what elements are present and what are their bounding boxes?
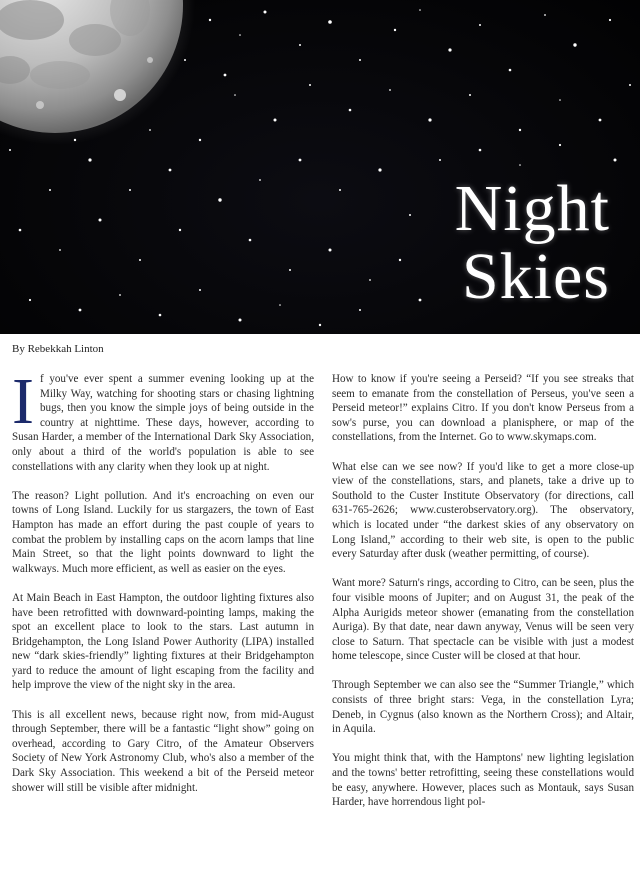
paragraph-6: What else can we see now? If you'd like to get a more close-up view of the constellations, stars, and planets, take a drive up to Southold to the Custer Institute Observatory (for directions, call 631-765-2626; www.custerobservatory.org). The observatory, which is located under “the darkest skies of any observatory on Long Island,” according to their web site, is open to the public every Saturday after dusk (weather permitting, of course). <box>332 460 634 561</box>
paragraph-1-text: f you've ever spent a summer evening looking up at the Milky Way, watching for shooting stars or chasing lightning bugs, then you know the simple joys of being outside in the country at nighttime. These days, however, according to Susan Harder, a member of the International Dark Sky Association, only about a third of the world's population is able to see constellations with any clarity when they look up at night. <box>12 373 314 473</box>
moon-image <box>0 0 195 145</box>
paragraph-5: How to know if you're seeing a Perseid? “If you see streaks that seem to emanate from the constellation of Perseus, you've seen a Perseid meteor!” explains Citro. If you don't know Perseus from a sow's purse, you can download a planisphere, or map of the constellations, from the Internet. Go to www.skymaps.com. <box>332 373 634 444</box>
paragraph-2: The reason? Light pollution. And it's encroaching on even our towns of Long Island. Luckily for us stargazers, the town of East Hampton has made an effort during the past couple of years to combat the problem by installing caps on the acorn lamps that line Main Street, so that the light points downward to light the walkways. Much more efficient, as well as easier on the eyes. <box>12 489 314 575</box>
drop-cap: I <box>12 365 34 438</box>
byline: By Rebekkah Linton <box>12 343 104 355</box>
article-title-line2: Skies <box>461 240 610 313</box>
article-title-line1: Night <box>454 172 610 245</box>
night-sky-photo <box>0 0 640 334</box>
paragraph-1 <box>12 365 314 474</box>
paragraph-8: Through September we can also see the “Summer Triangle,” which consists of three bright stars: Vega, in the constellation Lyra; Deneb, in Cygnus (also known as the Northern Cross); and Altair, in Aquila. <box>332 679 634 736</box>
paragraph-9: You might think that, with the Hamptons' new lighting legislation and the towns' better retrofitting, seeing these constellations would be easy, anywhere. However, places such as Montauk, says Susan Harder, have horrendous light pol- <box>332 752 634 809</box>
right-column <box>332 372 634 824</box>
left-column <box>12 365 314 810</box>
paragraph-7: Want more? Saturn's rings, according to Citro, can be seen, plus the four visible moons of Jupiter; and on August 31, the peak of the Alpha Aurigids meteor shower (emanating from the constellation Auriga). By that date, near dawn anyway, Venus will be seen very close to Saturn. That spectacle can be visible with just a modest home telescope, since Custer will be closed at that hour. <box>332 577 634 663</box>
paragraph-4: This is all excellent news, because right now, from mid-August through September, there will be a fantastic “light show” going on overhead, according to Gary Citro, of the Amateur Observers Society of New York Astronomy Club, who's also a member of the Dark Sky Association. This weekend a bit of the Perseid meteor shower will still be visible after midnight. <box>12 708 314 794</box>
paragraph-3: At Main Beach in East Hampton, the outdoor lighting fixtures also have been retrofitted with downward-pointing lamps, making the spot an excellent place to look to the stars. Last autumn in Bridgehampton, the Long Island Power Authority (LIPA) installed new “dark skies-friendly” lighting fixtures at their Bridgehampton yard to reduce the amount of light escaping from the facility and help improve the view of the night sky in the area. <box>12 591 314 692</box>
